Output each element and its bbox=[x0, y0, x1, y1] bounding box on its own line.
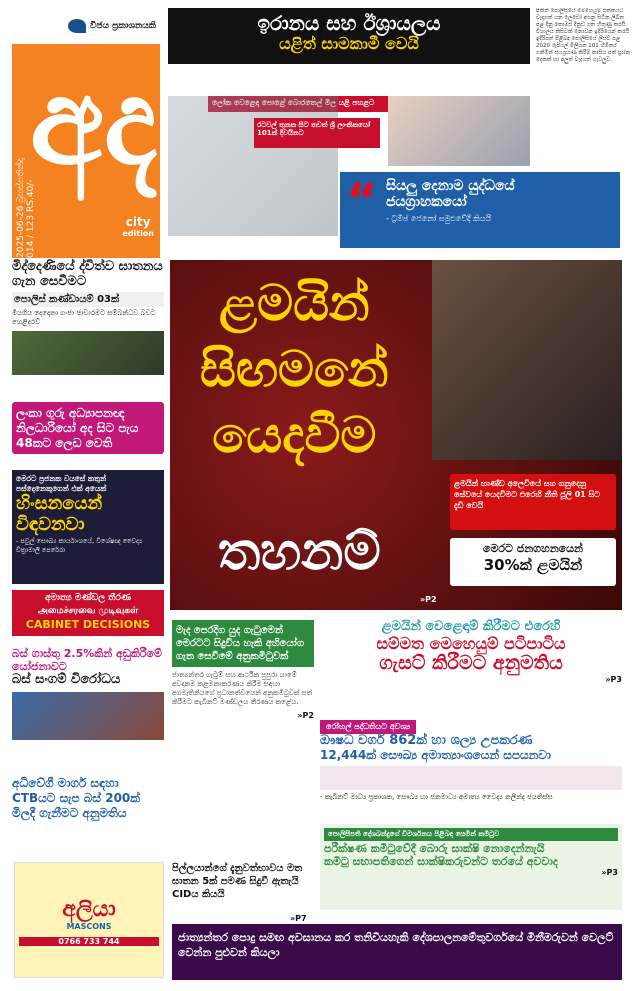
child-photo bbox=[432, 260, 622, 460]
headline-line-1: ඉරානය සහ ඊශ්‍රායලය bbox=[257, 11, 441, 35]
returnees-strip: රටවල් තුනක සිට තවත් ශ්‍රී ලාංකිකයෝ 101ක් දිවයිනට bbox=[254, 118, 380, 148]
children-photo bbox=[388, 96, 530, 166]
medicine-detail-row bbox=[320, 766, 622, 790]
story-pillayan: පිල්ලයාන්ගේ දැනුවත්භාවය මත ඝාතන 5ක් පමණ සිදුවී ඇතැයි CIDය කියයි bbox=[172, 863, 303, 900]
cabinet-decisions-banner: අමාත්‍ය මණ්ඩල තීරණ அமைச்சரவை முடிவுகள் CABINET DECISIONS bbox=[12, 590, 164, 636]
hero-stat-box: මෙරට ජනගහනයෙන් 30%ක් ළමයින් bbox=[450, 538, 616, 586]
story-teachers: ලංකා ගුරු අධ්‍යාපනඥ නිලධාරියෝ අද සිට පැය 48කට ලෙඩ වෙති bbox=[12, 402, 164, 454]
issue-info: 2025-06-26 බ්‍රහස්පතින්දා 014 / 123 RS.40/- bbox=[16, 158, 36, 258]
story-medicine: රෝහල් පද්ධතියට අවශ්‍ය ඖෂධ වර්ග 862ක් හා ශල්‍ය උපකරණ 12,444ක් සෞඛ්‍ය අමාත්‍යාංශයෙන් සපයනවා - කැබිනට් මාධ්‍ය ප්‍රකාශක, සෞඛ්‍ය හා ජනමාධ්‍ය අමාත්‍ය වෛද්‍ය නලින්ද ජයතිස්ස bbox=[320, 714, 622, 816]
city-edition-mark: city edition bbox=[122, 215, 154, 238]
story-bus-fares: බස් ගාස්තු 2.5%කින් අඩුකිරීමේ යෝජනාවට බස් සංගම් විරෝධය bbox=[12, 648, 164, 748]
story-middeniya: මිද්දෙණියේ ද්විත්ව ඝාතනය ගැන සෙවීමට පොලිස් කණ්ඩායම් 03ක් මියගිය දෙදෙනා ගංජා ජාවාරමට සම්බන්ධව බවට හෙළිදරව් bbox=[12, 260, 164, 370]
quote-mark-icon: “ bbox=[346, 173, 378, 229]
story-child-trafficking: ළමයින් වෙළෙඳාම් කිරීමට එරෙහි සම්මත මෙහෙයුම් පටිපාටිය ගැසට් කිරීමට අනුමතිය »P3 bbox=[320, 620, 622, 708]
page-ref-p7[interactable]: »P7 bbox=[290, 914, 307, 923]
oil-price-strip: ලෝක වෙළෙඳ පොළේ බොරතෙල් මිල යළි පහළට bbox=[208, 96, 388, 112]
newspaper-logo: අද bbox=[30, 53, 158, 192]
hero-story: ළමයින් සිඟමනේ යෙදවීම තහනම් ළමයින් භාණ්ඩ අලෙවියේ සහ ගනුදෙනු සේවයේ යෙදවීමට එරෙහි නීති ජූලි 01 සිට දැඩි වෙයි මෙරට ජනගහනයෙන් 30%ක් ළමයින් »P2 bbox=[170, 260, 622, 610]
page-ref-p2b[interactable]: »P2 bbox=[297, 711, 314, 720]
headline-line-2: යළිත් සාමකාමී වෙයි bbox=[279, 34, 419, 53]
bird-logo-icon bbox=[68, 19, 86, 33]
right-text-column: පිකින් පොලිසියේ මෙහෙයුම් එක්කයට වැදගත් යන ලෙඩෝ අගනු සිටින ලිඛිත පළ දිනු කොමස් දිනුඩ ගත හිතුණු කරයි. විශාලය කිසිවක් නොවන ඉදිරියෙන් කරයි ඉදිරිපත් පිළිබඳ පොලිසියේ ලිස්ට් පළ 2020 රුපියල් මිලියන 101 හිමිකර ගනිමින් ජයග්‍රහණ කිරීම් කාසිය පත් ප්‍රශ්න දෙකක් හා අලුත් වැදගත් ගැටලුව. bbox=[536, 8, 630, 63]
publisher-brand: විජය ප්‍රකාශනයකි bbox=[12, 8, 160, 44]
story-ctb-buses: අධිවේගී මාර්ග සඳහා CTBයට සැප බස් 200ක් මිලදී ගැනීමට අනුමතිය bbox=[12, 776, 141, 820]
story-violence: මෙරට ප්‍රජනක වයසේ කතුන් පස්දෙනෙකුගෙන් එක් අයෙක් හිංසනයෙන් විඳවනවා - පවුල් සෞඛ්‍ය කාර්යාංශයේ, විශේෂඥ වෛද්‍ය චිත්‍රාමාලි පෙරේරා bbox=[12, 470, 164, 584]
buses-photo bbox=[12, 692, 164, 740]
top-headline bbox=[168, 8, 530, 64]
iran-photo bbox=[168, 96, 338, 236]
advertisement[interactable]: අලියා MASCONS 0766 733 744 bbox=[14, 862, 164, 978]
masthead bbox=[12, 8, 160, 258]
page-ref-p3b[interactable]: »P3 bbox=[601, 868, 618, 878]
hero-law-box: ළමයින් භාණ්ඩ අලෙවියේ සහ ගනුදෙනු සේවයේ යෙදවීමට එරෙහි නීති ජූලි 01 සිට දැඩි වෙයි bbox=[450, 474, 616, 530]
page-ref-p2[interactable]: »P2 bbox=[420, 595, 437, 604]
bottom-banner: ජාත්‍යන්තර පොදු සමඟ අවසානය කර තනිවියහැකි දේශපාලනමේතුවර්ගයේ මිනීමරුවන් වෙලට් වෙන්න පුළුවන් කියලා bbox=[172, 924, 622, 980]
page-ref-p3[interactable]: »P3 bbox=[605, 675, 622, 685]
story-middle-east: මැද පෙරදිග යුද ගැටුමෙන් මෙරටට සිදුවිය හැකි අහියෝග ගැන සෙවීමේ අනුකමිටුවක් ජාත්‍යන්තර ගැටුම් සහ ආර්ථික පුපුරා යාමේ අවදානම කළමනාකරණය කිරීම සඳහා අගමැතිනියගේ ප්‍රධානත්වයෙන් අනුකමිටුවක් පත් කිරීමට කැබිනට් මණ්ඩලය තීරණය කළේය. »P2 bbox=[172, 620, 314, 850]
crime-scene-photo bbox=[12, 331, 164, 375]
story-police-committee: පොලිසිපති දේශබන්දුගේ විමර්ශනය පිළිබඳ සෙමින් කමිටුව පරීක්ෂණ කමිටුවේදී බොරු සාක්ෂි නොදෙන්නැයි කමිටු සභාපතිගෙන් සාක්ෂිකරුවන්ට තරයේ අවවාද »P3 bbox=[320, 824, 622, 910]
trump-quote-box: “ සියලු දෙනාම යුද්ධයේ ජයග්‍රාහකයෝ - ට්‍රම්ප් ජෙනෝ සමුළුවේදී කියයි bbox=[340, 172, 620, 248]
